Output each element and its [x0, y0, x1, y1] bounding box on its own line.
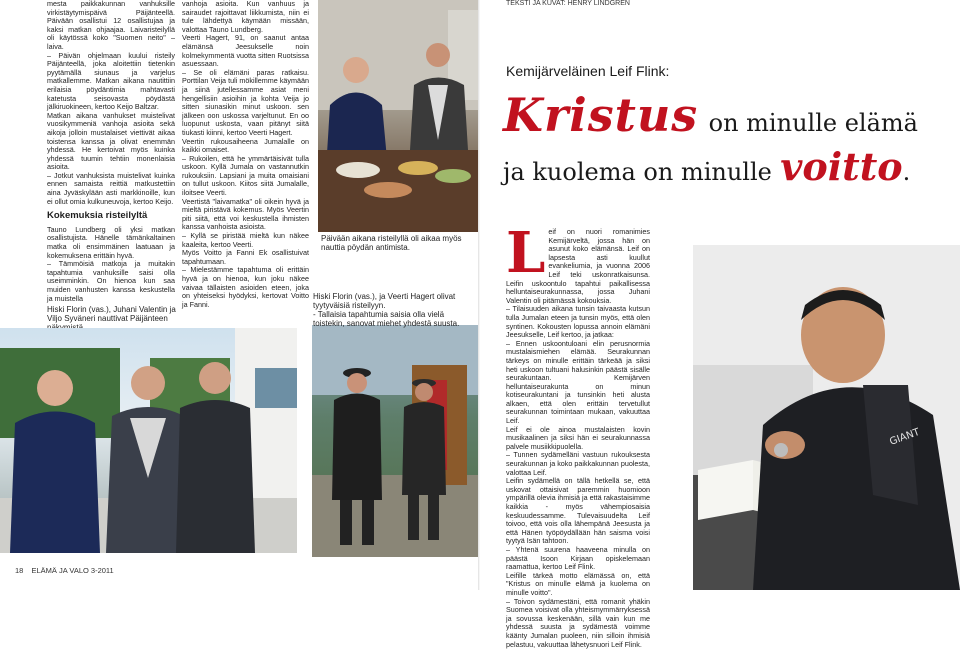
magazine-name: ELÄMÄ JA VALO 3-2011 [31, 566, 114, 575]
headline-line-1: on minulle elämä [708, 109, 918, 137]
drop-cap: L [506, 220, 546, 286]
article-column-2 [182, 0, 309, 309]
paragraph: Leif ei ole ainoa mustalaisten kovin musikaalinen ja siksi hän ei seurakunnassa palvele musiikkipuolella. [506, 424, 650, 451]
paragraph: mesta paikkakunnan vanhuksille virkistäytymispäivä Päijänteellä. Päivään osallistui 12 osallistujaa ja kaksi matkan ohjaajaa. Laivaristeilyllä oli käytössä koko "Suomen neito" –laiva. [47, 0, 175, 51]
paragraph: – Tämmöisiä matkoja ja muitakin tapahtumia vanhuksille saisi olla useimminkin. On hienoa kun saa muiden vanhusten kanssa keskustella ja muistella [47, 259, 175, 303]
paragraph: – Se oli elämäni paras ratkaisu. Porttilan Veija tuli mökillemme käymään ja siinä jutellessamme asiat meni hengellisiin asioihin ja kohta Veija jo sitten siunasikin minut uskoon. sen jälkeen oon uskossa varjeltunut. En oo luopunut uskosta, vaan pitänyt siitä tiukasti kiinni, kertoo Veerti Hagert. [182, 67, 309, 137]
page-spine [478, 0, 480, 590]
paragraph: Veerti Hagert, 91, on saanut antaa elämänsä Jeesukselle noin kolmekymmentä vuotta sitten Ruotsissa asuessaan. [182, 33, 309, 69]
paragraph: – Tilaisuuden aikana tunsin taivaasta kutsun tulla Jumalan eteen ja tunsin myös, että olen syntinen. Kokousten lopussa annoin elämäni Jeesukselle, Leif kertoo, ja jatkaa: [506, 304, 650, 340]
svg-text:GIANT: GIANT [888, 426, 922, 448]
headline [503, 88, 943, 189]
paragraph: Veertin rukousaiheena Jumalalle on kaikki omaiset. [182, 136, 309, 155]
photo-men-in-hats [312, 325, 478, 557]
article-column-1 [47, 0, 175, 303]
hats-scene [312, 325, 478, 557]
page-number: 18 [15, 566, 24, 575]
paragraph: – Toivon sydämestäni, että romanit yhäkin Suomea voisivat olla yhteismymmärryksessä ja sovussa keskenään, sillä vain kun me yhdessä suusta ja sydämestä voimme käänty Jumalan puoleen, niin silloin ihmisiä pelastuu, vakuuttaa lähetysnuori Leif Flink. [506, 596, 650, 649]
photo-caption-boat: Hiski Florin (vas.), Juhani Valentin ja Viljo Syväneri nauttivat Päijänteen [47, 305, 176, 323]
paragraph: – Rukoilen, että he ymmärtäisivät tulla uskoon. Kyllä Jumala on vastannutkin rukouksiin. Lapsiani ja muita omaisiani on tullut uskoon. Kiitos siitä Jumalalle, iloitsee Veerti. [182, 153, 309, 198]
paragraph: Leifille tärkeä motto elämässä on, että "Kristus on minulle elämä ja kuolema on minulle voitto". [506, 570, 650, 597]
photo-caption-buffet: Päivään aikana risteilyllä oli aikaa myös nauttia pöydän antimista. [321, 234, 462, 252]
paragraph: – Yhtenä suurena haaveena minulla on päästä Isoon Kirjaan opiskelemaan raamattua, kertoo Leif Flink. [506, 544, 650, 572]
buffet-scene [318, 0, 478, 232]
kicker: Kemijärveläinen Leif Flink: [506, 63, 670, 79]
paragraph: – Ennen uskoontuloani elin perusnormia mustalaismiehen elämää. Seurakunnan tärkeys on minulle erittäin tärkeää ja siksi heti uskoon tultuani halusinkin päästä sisälle seurakuntaan. Kemijärven helluntaiseurakunta on minun kotiseurakuntani ja tunsinkin heti alusta alkaen, että olen erittäin tervetullut seurakunnan toimintaan mukaan, vakuuttaa Leif. [506, 338, 650, 426]
paragraph: Tauno Lundberg oli yksi matkan osallistujista. Hänelle tämänkaltainen matka oli ensimmäinen laatuaan ja kokemuksena erittäin hyvä. [47, 224, 175, 260]
paragraph: Leifin sydämellä on tällä hetkellä se, että uskovat ottaisivat paremmin huomioon ympärillä olevia ihmisiä ja että rakastaisimme kaikkia - myös vähempiosaisia keskuudessamme. Tulevaisuudelta Leif toivoo, että vois olla lähempänä Jeesusta ja että Hänen työpöydällään hän saisma voisi tyytyä Isän tahtoon. [506, 476, 650, 546]
paragraph: – Mielestämme tapahtuma oli erittäin hyvä ja on hienoa, kun joku näkee vaivaa tällaisten asioiden eteen, joka on yhteiseksi hyödyksi, kertovat Voitto ja Fanni. [182, 265, 309, 309]
paragraph: Veertistä "laivamatka" oli oikein hyvä ja mieltä piristävä kokemus. Myös Veertin piti siitä, että voi keskustella ihmisten kanssa vanhoista asioista. [182, 196, 309, 232]
page-footer [15, 566, 114, 575]
photo-caption-hats: Hiski Florin (vas.), ja Veerti Hagert olivat tyytyväisiä risteilyyn. - Tallaisia tapahtumia saisia olla vielä toistekin, sanovat miehet yhdestä suusta. [313, 292, 460, 328]
article-column-right [506, 220, 650, 649]
headline-line-2: ja kuolema on minulle [503, 158, 772, 186]
paragraph: Matkan aikana vanhukset muistelivat vuosikymmeniä vanhoja asioita sekä aikoja jolloin mustalaiset viettivät aikaa toistensa kanssa ja olivat enemmän yhdessä. He kertoivat myös kuinka yhdessä tuumin tehtiin monenlaisia asioita. [47, 110, 175, 172]
boat-scene [0, 328, 297, 553]
paragraph: vanhoja asioita. Kun vanhuus ja sairaudet rajoittavat liikkumista, niin ei tule lähdettyä käymään missään, valottaa Tauno Lundberg. [182, 0, 309, 34]
paragraph: – Jotkut vanhuksista muistelivat kuinka ennen samaista reittiä matkustettiin aina Jyväskylään asti markkinoille, kun ei ollut omia kulkuneuvoja, kertoo Keijo. [47, 170, 175, 206]
intro-paragraph: Leif on nuori romanimies Kemijärveltä, jossa hän on asunut koko elämänsä. Leif on lapsesta asti kuullut evankeliumia, ja vuonna 2006 Leif teki uskonratkaisunsa. Leifin uskoontulo tapahtui paikallisessa helluntaiseurakunnassa, jossa Juhani Valentin oli pitämässä kokouksia. [506, 220, 650, 305]
paragraph: – Päivän ohjelmaan kuului risteily Päijänteellä, joka aloitettiin tietenkin pyytämällä siunaus ja varjelus matkallemme. Matkan aikana nautittiin erilaisia pöydäntimia mahtavasti katetusta seisovasta pöydästä jälkiruokineen, kertoo Keijo Baltzar. [47, 50, 175, 112]
subheading: Kokemuksia risteilyltä [47, 210, 148, 222]
headline-period: . [902, 158, 911, 186]
photo-credit: TEKSTI JA KUVAT: HENRY LINDGREN [506, 0, 630, 7]
headline-word-kristus: Kristus [503, 88, 699, 142]
headline-word-voitto: voitto [780, 144, 903, 189]
photo-boat-men [0, 328, 297, 553]
paragraph: – Tunnen sydämelläni vastuun rukouksesta seurakunnan ja koko paikkakunnan puolesta, valottaa Leif. [506, 450, 650, 477]
paragraph: – Kyllä se piristää mieltä kun näkee kaaleita, kertoo Veerti. [182, 231, 309, 249]
paragraph: Myös Voitto ja Fanni Ek osallistuivat tapahtumaan. [182, 248, 309, 266]
photo-leif-praying [693, 245, 960, 590]
photo-buffet [318, 0, 478, 232]
praying-scene [693, 245, 960, 590]
